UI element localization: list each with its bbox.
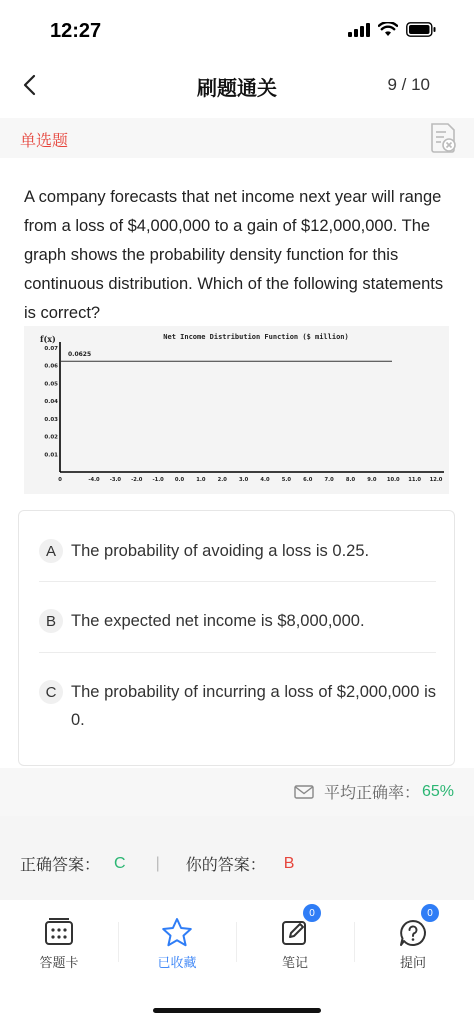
chart-y-tick-label: 0.04 [44, 399, 58, 406]
chart-x-tick-label: 3.0 [239, 477, 249, 483]
chart-y-tick-label: 0.03 [44, 416, 58, 423]
option-a[interactable] [39, 537, 436, 565]
option-c[interactable] [39, 678, 436, 734]
chart-y-tick-label: 0.02 [44, 434, 58, 441]
mail-icon [294, 784, 314, 800]
pdf-chart [24, 326, 449, 494]
chart-y-tick-label: 0.01 [44, 452, 58, 459]
battery-icon [406, 22, 436, 37]
tab-label: 答题卡 [39, 955, 79, 970]
nav-bar [0, 60, 474, 110]
chart-ylabel: f(x) [40, 334, 56, 344]
options-card [18, 510, 455, 766]
option-divider [39, 581, 436, 582]
chart-x-tick-label: 11.0 [408, 477, 422, 483]
wifi-icon [378, 22, 398, 37]
accuracy-label: 平均正确率： [323, 785, 420, 802]
answer-card-icon [41, 916, 77, 950]
chart-x-tick-label: 10.0 [386, 477, 400, 483]
signal-icon [348, 23, 370, 37]
correct-answer-value: C [114, 854, 126, 872]
chart-x-tick-label: -4.0 [88, 477, 100, 483]
my-answer-label: 你的答案： [185, 857, 266, 874]
chart-x-tick-label: 4.0 [260, 477, 270, 483]
option-letter: C [39, 680, 63, 704]
chart-x-ticks [58, 477, 443, 483]
report-error-icon[interactable] [428, 122, 458, 154]
correct-answer-label: 正确答案： [20, 857, 101, 874]
chart-y-tick-label: 0.06 [44, 363, 58, 370]
tab-label: 笔记 [281, 955, 308, 970]
answer-row [0, 816, 474, 900]
tab-ask[interactable] [354, 907, 472, 971]
option-text: The probability of avoiding a loss is 0.25. [71, 542, 370, 560]
status-time: 12:27 [50, 20, 102, 42]
question-progress: 9 / 10 [387, 75, 430, 94]
tab-favorite[interactable] [118, 916, 236, 971]
tab-answer-card[interactable] [0, 916, 118, 971]
answer-separator: | [155, 854, 160, 872]
tab-label: 提问 [399, 955, 426, 970]
chart-y-tick-label: 0.05 [44, 381, 58, 388]
chart-y-ticks [44, 346, 58, 458]
chart-x-tick-label: -2.0 [131, 477, 143, 483]
tab-label: 已收藏 [157, 955, 197, 970]
question-type-row [0, 118, 474, 158]
page-title: 刷题通关 [197, 78, 277, 100]
chart-x-tick-label: 12.0 [429, 477, 443, 483]
chart-x-tick-label: 0.0 [174, 477, 185, 483]
option-letter: A [39, 539, 63, 563]
chart-x-tick-label: -3.0 [109, 477, 122, 483]
option-b[interactable] [39, 607, 436, 635]
accuracy-value: 65% [421, 782, 454, 800]
notes-badge: 0 [303, 904, 321, 922]
star-icon [159, 916, 195, 950]
bottom-tab-bar [0, 900, 474, 990]
chart-annotation: 0.0625 [68, 351, 92, 358]
question-type-label: 单选题 [20, 133, 69, 150]
chart-x-tick-label: 7.0 [324, 477, 334, 483]
chart-x-tick-label: 8.0 [345, 477, 356, 483]
accuracy-row [0, 768, 474, 816]
chart-image [24, 326, 449, 494]
chart-x-tick-label: 2.0 [217, 477, 227, 483]
chart-x-tick-label: 5.0 [281, 477, 291, 483]
option-text: The expected net income is $8,000,000. [71, 612, 365, 630]
option-text: The probability of incurring a loss of $2,000,000 is 0. [71, 683, 436, 729]
chart-y-tick-label: 0.07 [44, 346, 58, 352]
option-letter: B [39, 609, 63, 633]
chart-x-tick-label: -1.0 [152, 477, 164, 483]
chart-x-tick-label: 9.0 [367, 477, 377, 483]
chart-x-tick-label: 1.0 [196, 477, 206, 483]
chart-x-tick-label: 0 [58, 477, 62, 483]
chart-x-tick-label: 6.0 [303, 477, 313, 483]
option-divider [39, 652, 436, 653]
question-text: A company forecasts that net income next year will range from a loss of $4,000,000 to a gain of $12,000,000. The graph shows the probability density function for this continuous distribution. Which of the following statements is correct? [24, 188, 444, 322]
status-icons [348, 22, 436, 37]
my-answer-value: B [283, 854, 295, 872]
average-accuracy [294, 780, 454, 803]
status-bar [0, 0, 474, 60]
tab-notes[interactable] [236, 907, 354, 971]
chart-title: Net Income Distribution Function ($ million) [163, 333, 349, 341]
home-indicator [153, 1008, 321, 1013]
ask-badge: 0 [421, 904, 439, 922]
